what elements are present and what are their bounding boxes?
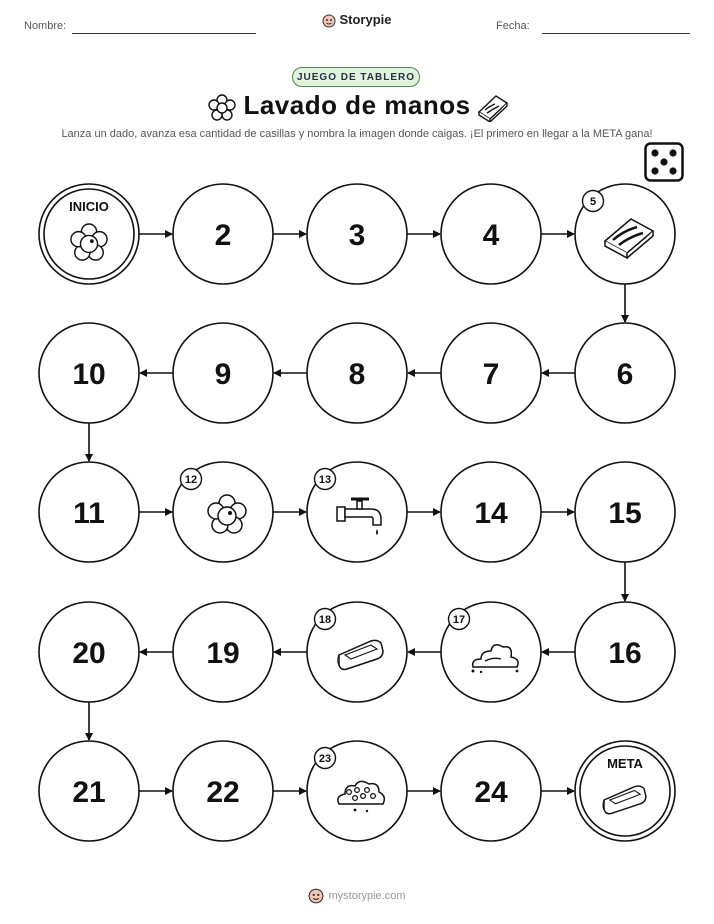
board-cell-24 <box>441 741 541 841</box>
cell-badge-number: 13 <box>318 474 332 486</box>
board-cell-23 <box>307 741 407 841</box>
cell-number: 16 <box>608 637 642 670</box>
cell-number: 21 <box>72 776 106 809</box>
board-cell-25 <box>575 741 675 841</box>
board-cell-10 <box>39 323 139 423</box>
game-type-tag: JUEGO DE TABLERO <box>292 67 420 87</box>
board-cell-21 <box>39 741 139 841</box>
board-cell-15 <box>575 462 675 562</box>
cell-badge-number: 5 <box>589 196 597 208</box>
instructions: Lanza un dado, avanza esa cantidad de casillas y nombra la imagen donde caigas. ¡El primero en llegar a la META gana! <box>61 128 653 140</box>
cell-number: 14 <box>474 497 508 530</box>
cell-number: 8 <box>348 358 366 391</box>
cell-number: 11 <box>73 497 105 530</box>
cell-label: INICIO <box>69 199 109 214</box>
board-cell-5 <box>575 184 675 284</box>
cell-number: 4 <box>482 219 500 252</box>
footer-url: mystorypie.com <box>328 889 406 902</box>
board-cell-2 <box>173 184 273 284</box>
board-cell-11 <box>39 462 139 562</box>
board-cell-14 <box>441 462 541 562</box>
cell-badge-number: 12 <box>184 474 198 486</box>
board-cell-20 <box>39 602 139 702</box>
board-cell-19 <box>173 602 273 702</box>
cell-number: 3 <box>348 219 366 252</box>
board-cell-22 <box>173 741 273 841</box>
brand-name: Storypie <box>339 12 392 27</box>
board-cell-8 <box>307 323 407 423</box>
cell-number: 19 <box>206 637 240 670</box>
cell-badge-number: 23 <box>318 753 332 765</box>
page-title: Lavado de manos <box>243 90 471 120</box>
cell-badge-number: 18 <box>318 614 332 626</box>
cell-number: 24 <box>474 776 508 809</box>
board-cell-3 <box>307 184 407 284</box>
cell-number: 20 <box>72 637 106 670</box>
cell-number: 10 <box>72 358 106 391</box>
cell-badge-number: 17 <box>452 614 466 626</box>
cell-number: 15 <box>608 497 642 530</box>
board-cell-12 <box>173 462 273 562</box>
cell-label: META <box>607 756 643 771</box>
board-cell-9 <box>173 323 273 423</box>
date-label: Fecha: <box>496 20 530 32</box>
cell-number: 22 <box>206 776 240 809</box>
cell-number: 7 <box>482 358 500 391</box>
board-cell-7 <box>441 323 541 423</box>
name-label: Nombre: <box>24 20 67 32</box>
board-cell-6 <box>575 323 675 423</box>
cell-number: 2 <box>214 219 232 252</box>
cell-number: 9 <box>214 358 232 391</box>
board-cell-17 <box>441 602 541 702</box>
storypie-logo-icon <box>308 888 324 904</box>
board-cell-13 <box>307 462 407 562</box>
board-cell-1 <box>39 184 139 284</box>
board-cell-4 <box>441 184 541 284</box>
board-cell-16 <box>575 602 675 702</box>
board-cell-18 <box>307 602 407 702</box>
footer <box>0 888 714 904</box>
cell-number: 6 <box>616 358 634 391</box>
